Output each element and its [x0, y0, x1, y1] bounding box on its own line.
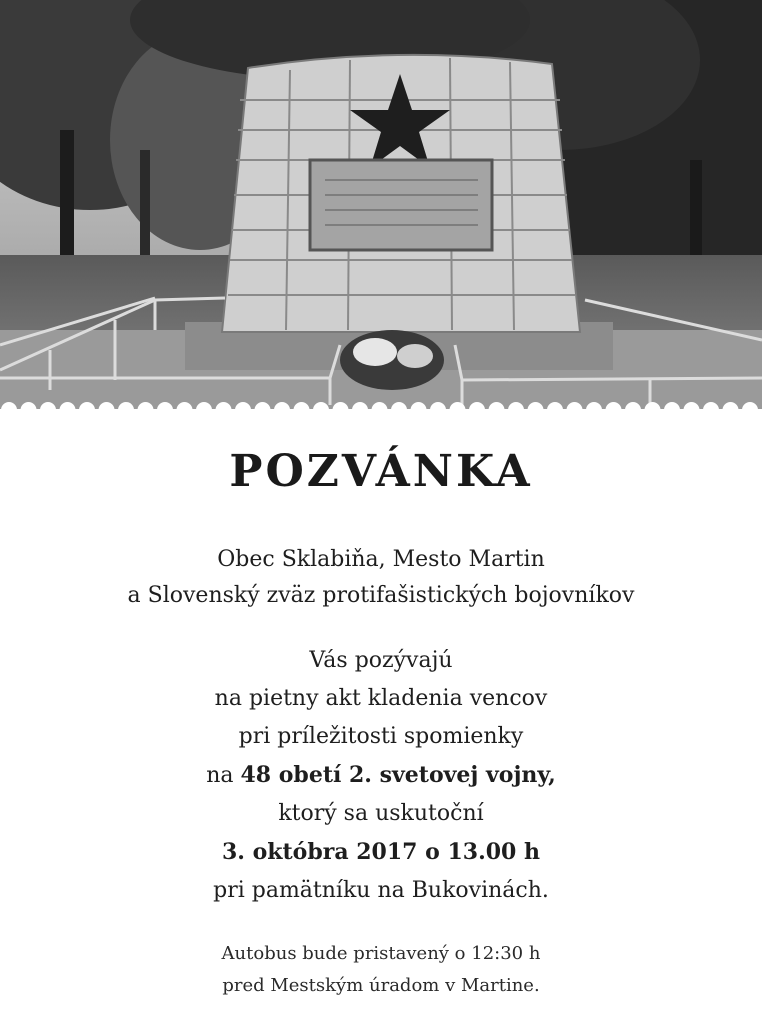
invite-line-5: ktorý sa uskutoční — [278, 801, 484, 826]
invitation-text — [0, 418, 762, 1002]
organizers — [0, 542, 762, 614]
organizer-line-2: a Slovenský zväz protifašistických bojovníkov — [127, 583, 635, 608]
event-date-bold: 3. októbra 2017 o 13.00 h — [221, 839, 541, 865]
organizer-line-1: Obec Sklabiňa, Mesto Martin — [217, 547, 545, 572]
invitation-body — [0, 642, 762, 910]
bus-line-2: pred Mestským úradom v Martine. — [222, 975, 540, 996]
invite-line-4-prefix: na — [206, 763, 241, 788]
invite-line-1: Vás pozývajú — [309, 648, 453, 673]
invite-line-3: pri príležitosti spomienky — [238, 724, 524, 749]
page-title: POZVÁNKA — [229, 446, 533, 497]
memorial-photo — [0, 0, 762, 412]
bus-info — [0, 938, 762, 1002]
invite-line-2: na pietny akt kladenia vencov — [214, 686, 548, 711]
invite-line-4 — [0, 756, 762, 795]
victims-count: 48 obetí 2. svetovej vojny, — [240, 762, 556, 788]
event-date-time — [0, 833, 762, 872]
scalloped-edge — [0, 400, 762, 418]
invite-line-7: pri pamätníku na Bukovinách. — [213, 878, 549, 903]
bus-line-1: Autobus bude pristavený o 12:30 h — [221, 943, 541, 964]
